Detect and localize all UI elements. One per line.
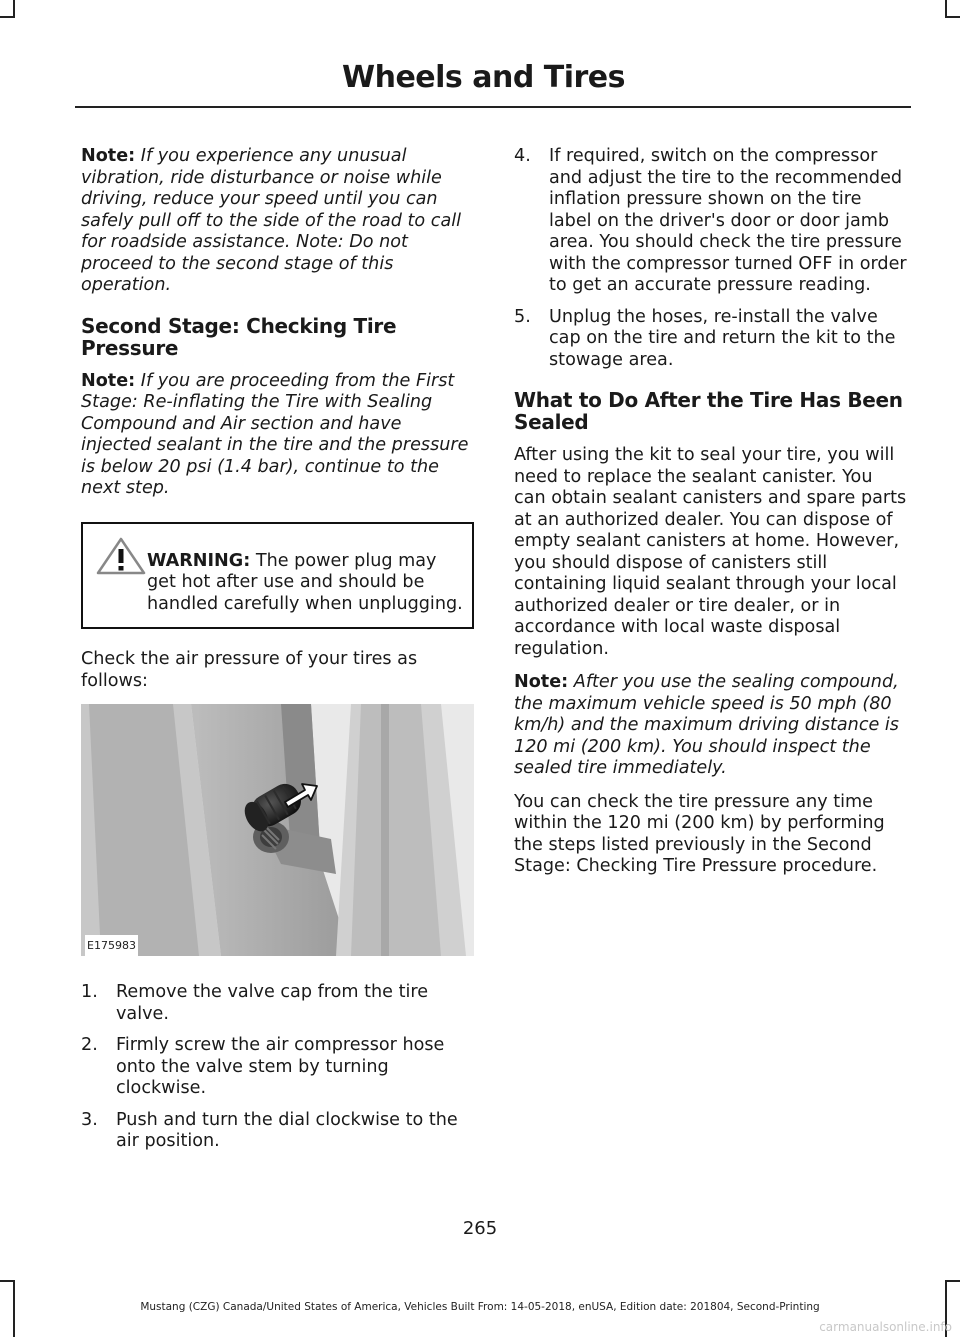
- page-number: 265: [462, 1218, 498, 1239]
- step-number: 3.: [81, 1109, 98, 1130]
- left-column: [81, 146, 474, 1163]
- note-text: After you use the sealing compound, the maximum vehicle speed is 50 mph (80 km/h) and the maximum driving distance is 120 mi (200 km). You should inspect the sealed tire immediately.: [514, 672, 899, 778]
- crop-mark-bottom-right-h: [945, 1280, 960, 1282]
- list-item: [81, 1110, 474, 1153]
- warning-box: [81, 522, 474, 630]
- list-item: [514, 307, 909, 372]
- note-label: Note:: [81, 370, 136, 391]
- section-heading-after-sealed: What to Do After the Tire Has Been Sealed: [514, 388, 903, 434]
- footer-text: Mustang (CZG) Canada/United States of America, Vehicles Built From: 14-05-2018, enUSA, Edition date: 201804, Second-Printing: [140, 1301, 820, 1313]
- step-number: 5.: [514, 306, 531, 327]
- list-item: [514, 146, 909, 297]
- step-text: Unplug the hoses, re-install the valve cap on the tire and return the kit to the stowage area.: [549, 306, 896, 370]
- step-text: If required, switch on the compressor and adjust the tire to the recommended inflation pressure shown on the tire label on the driver's door or door jamb area. You should check the tire pressure with the compressor turned OFF in order to get an accurate pressure reading.: [549, 146, 907, 295]
- right-column: [514, 146, 909, 890]
- warning-triangle-icon: [95, 536, 147, 576]
- section-heading-second-stage: Second Stage: Checking Tire Pressure: [81, 313, 397, 360]
- crop-mark-bottom-left-h: [0, 1280, 15, 1282]
- step-text: Remove the valve cap from the tire valve.: [116, 982, 429, 1024]
- step-number: 4.: [514, 146, 531, 166]
- body-paragraph: You can check the tire pressure any time within the 120 mi (200 km) by performing the steps listed previously in the Second Stage: Checking Tire Pressure procedure.: [514, 791, 885, 876]
- page-header-title: Wheels and Tires: [342, 60, 625, 95]
- step-text: Push and turn the dial clockwise to the air position.: [116, 1109, 458, 1151]
- list-item: [81, 982, 474, 1025]
- step-number: 1.: [81, 982, 98, 1002]
- note-paragraph: [81, 371, 474, 500]
- steps-list: [81, 982, 474, 1153]
- figure-code: E175983: [85, 935, 138, 957]
- body-paragraph: After using the kit to seal your tire, you will need to replace the sealant canister. You can obtain sealant canisters and spare parts at an authorized dealer. You can dispose of empty sealant canisters at home. However, you should dispose of canisters still containing liquid sealant through your local authorized dealer or tire dealer, or in accordance with local waste disposal regulation.: [514, 445, 907, 659]
- note-label: Note:: [81, 146, 136, 166]
- steps-list: [514, 146, 909, 371]
- header-divider: [75, 106, 911, 108]
- crop-mark-top-left-h: [0, 16, 15, 18]
- note-label: Note:: [514, 672, 569, 692]
- note-text: If you experience any unusual vibration, ride disturbance or noise while driving, reduce your speed until you can safely pull off to the side of the road to call for roadside assistance. Note: Do not proceed to the second stage of this operation.: [81, 146, 462, 295]
- crop-mark-top-right-h: [945, 16, 960, 18]
- warning-body: The power plug may get hot after use and should be handled carefully when unplugging.: [147, 550, 463, 614]
- valve-figure: [81, 704, 474, 956]
- note-paragraph: [514, 672, 909, 780]
- tire-valve-illustration: [81, 704, 474, 956]
- list-item: [81, 1035, 474, 1100]
- intro-paragraph: Check the air pressure of your tires as follows:: [81, 649, 418, 691]
- step-text: Firmly screw the air compressor hose onto the valve stem by turning clockwise.: [116, 1035, 445, 1098]
- watermark: carmanualsonline.info: [819, 1320, 952, 1334]
- note-paragraph: [81, 146, 474, 297]
- step-number: 2.: [81, 1035, 98, 1055]
- warning-label: WARNING:: [147, 550, 251, 571]
- note-text: If you are proceeding from the First Stage: Re-inflating the Tire with Sealing Compound and Air section and have injected sealant in the tire and the pressure is below 20 psi (1.4 bar), continue to the next step.: [81, 370, 469, 498]
